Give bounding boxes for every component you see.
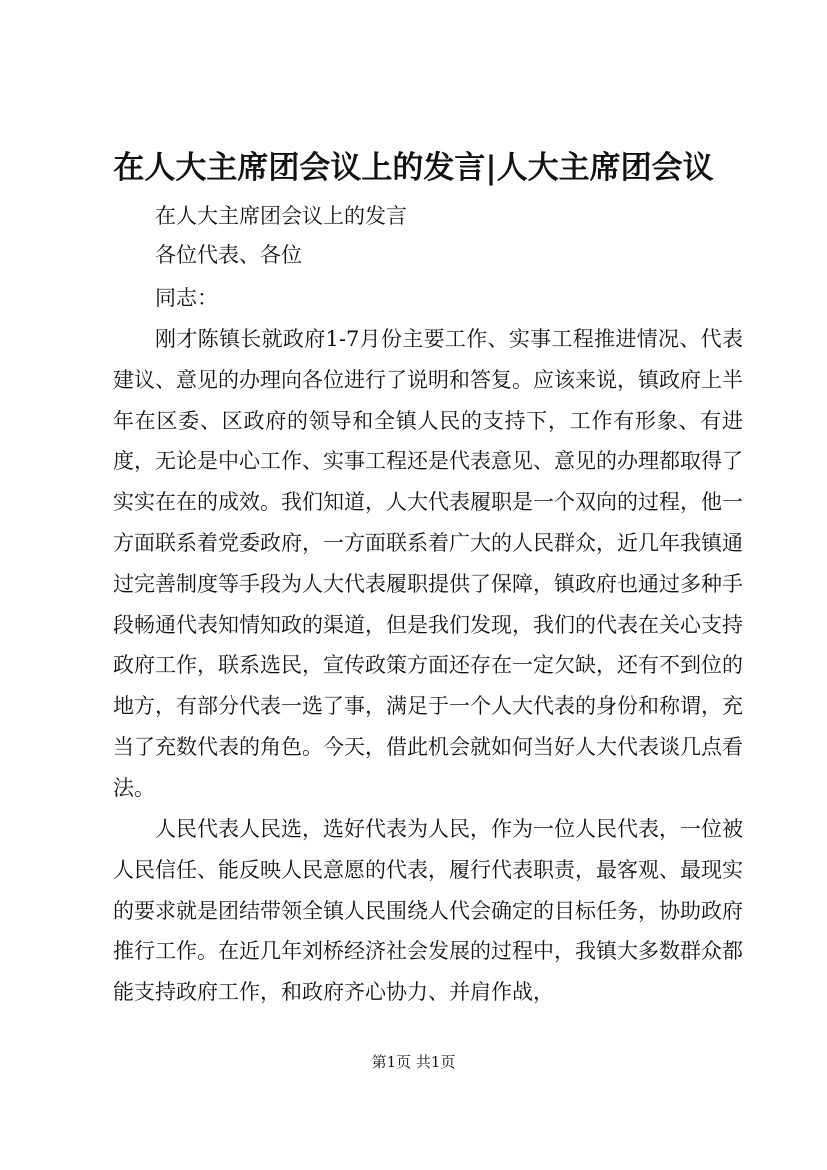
page-footer: 第1页 共1页 xyxy=(371,1053,456,1071)
salutation-line-1: 各位代表、各位 xyxy=(155,243,302,267)
salutation-line-2: 同志： xyxy=(155,286,218,310)
document-subtitle: 在人大主席团会议上的发言 xyxy=(155,204,407,228)
document-title: 在人大主席团会议上的发言|人大主席团会议 xyxy=(113,150,714,186)
body-paragraph-1: 刚才陈镇长就政府1-7月份主要工作、实事工程推进情况、代表建议、意见的办理向各位进行了说明和答复。应该来说，镇政府上半年在区委、区政府的领导和全镇人民的支持下，工作有形象、有进度，无论是中心工作、实事工程还是代表意见、意见的办理都取得了实实在在的成效。我们知道，人大代表履职是一个双向的过程，他一方面联系着党委政府，一方面联系着广大的人民群众，近几年我镇通过完善制度等手段为人大代表履职提供了保障，镇政府也通过多种手段畅通代表知情知政的渠道，但是我们发现，我们的代表在关心支持政府工作，联系选民，宣传政策方面还存在一定欠缺，还有不到位的地方，有部分代表一选了事，满足于一个人大代表的身份和称谓，充当了充数代表的角色。今天，借此机会就如何当好人大代表谈几点看法。 xyxy=(113,327,743,800)
body-paragraph-2: 人民代表人民选，选好代表为人民，作为一位人民代表，一位被人民信任、能反映人民意愿的代表，履行代表职责，最客观、最现实的要求就是团结带领全镇人民围绕人代会确定的目标任务，协助政府推行工作。在近几年刘桥经济社会发展的过程中，我镇大多数群众都能支持政府工作，和政府齐心协力、并肩作战， xyxy=(113,817,743,1005)
